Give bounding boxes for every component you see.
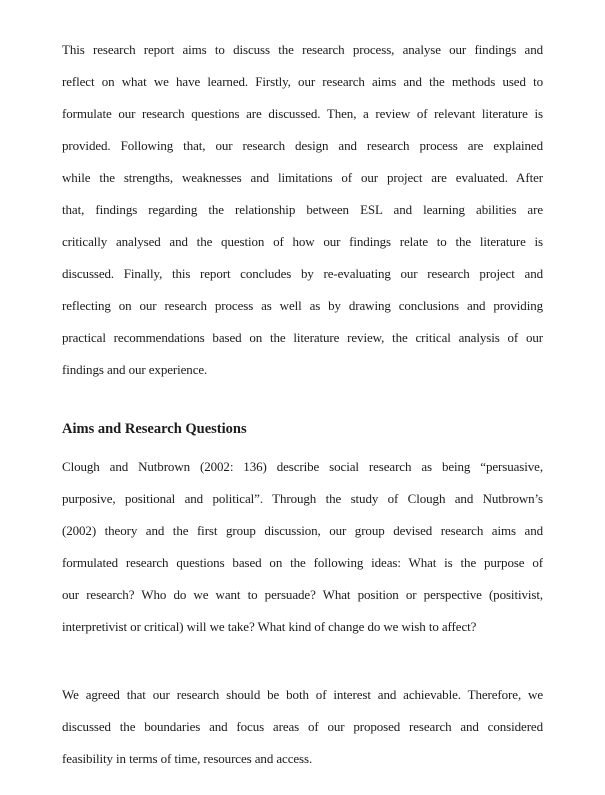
- text-line: reflecting on our research process as well as by drawing conclusions and providing: [62, 298, 543, 313]
- text-line: formulate our research questions are discussed. Then, a review of relevant literature is: [62, 106, 543, 121]
- text-line: (2002) theory and the first group discussion, our group devised research aims and: [62, 523, 543, 538]
- text-line: feasibility in terms of time, resources and access.: [62, 751, 313, 766]
- text-line: Clough and Nutbrown (2002: 136) describe social research as being “persuasive,: [62, 459, 543, 474]
- text-line: provided. Following that, our research design and research process are explained: [62, 138, 543, 153]
- text-line: formulated research questions based on the following ideas: What is the purpose of: [62, 555, 543, 570]
- text-line: We agreed that our research should be both of interest and achievable. Therefore, we: [62, 687, 543, 702]
- text-line: our research? Who do we want to persuade? What position or perspective (positivist,: [62, 587, 543, 602]
- text-line: This research report aims to discuss the research process, analyse our findings and: [62, 42, 543, 57]
- section-heading: Aims and Research Questions: [62, 421, 247, 437]
- aims-paragraph: [62, 451, 543, 643]
- intro-paragraph: [62, 34, 543, 386]
- text-line: practical recommendations based on the literature review, the critical analysis of our: [62, 330, 543, 345]
- text-line: reflect on what we have learned. Firstly, our research aims and the methods used to: [62, 74, 543, 89]
- text-line: that, findings regarding the relationship between ESL and learning abilities are: [62, 202, 543, 217]
- text-line: while the strengths, weaknesses and limitations of our project are evaluated. After: [62, 170, 543, 185]
- text-line: discussed. Finally, this report concludes by re-evaluating our research project and: [62, 266, 543, 281]
- agreement-paragraph: [62, 679, 543, 775]
- text-line: critically analysed and the question of how our findings relate to the literature is: [62, 234, 543, 249]
- text-line: discussed the boundaries and focus areas of our proposed research and considered: [62, 719, 543, 734]
- text-line: interpretivist or critical) will we take? What kind of change do we wish to affect?: [62, 619, 477, 634]
- text-line: purposive, positional and political”. Through the study of Clough and Nutbrown’s: [62, 491, 543, 506]
- text-line: findings and our experience.: [62, 362, 208, 377]
